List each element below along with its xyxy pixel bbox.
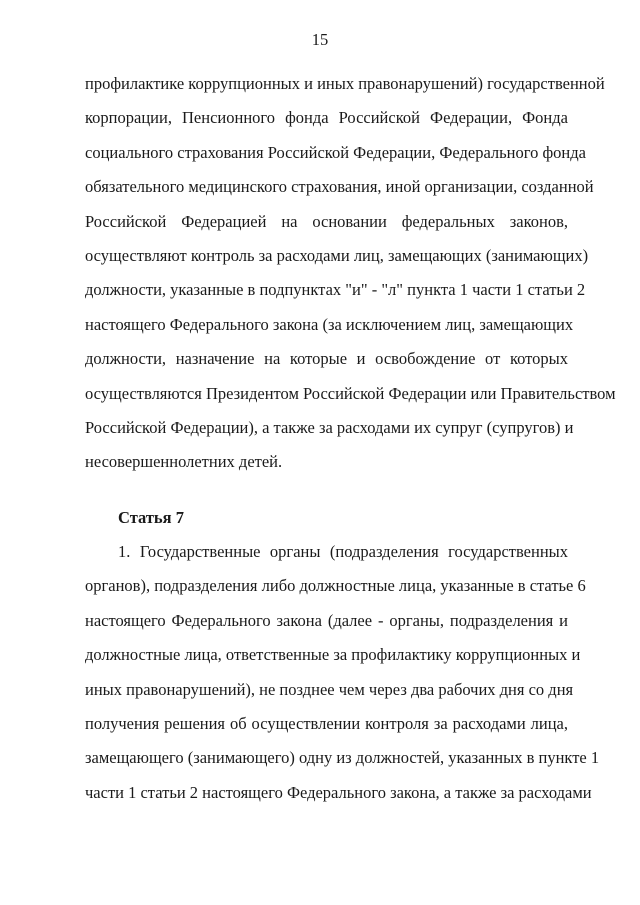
article-paragraph <box>85 542 600 817</box>
article-heading: Статья 7 <box>118 508 184 527</box>
text-line: получения решения об осуществлении контроля за расходами лица, <box>85 713 568 733</box>
text-line: должности, назначение на которые и освобождение от которых <box>85 349 568 369</box>
text-line: настоящего Федерального закона (за исключением лиц, замещающих <box>85 314 574 334</box>
text-line: профилактике коррупционных и иных правонарушений) государственной <box>85 74 605 93</box>
text-line: Российской Федерацией на основании федеральных законов, <box>85 211 568 231</box>
text-line: обязательного медицинского страхования, иной организации, созданной <box>85 177 594 197</box>
text-line: органов), подразделения либо должностные лица, указанные в статье 6 <box>85 576 586 596</box>
page-number: 15 <box>311 30 329 49</box>
text-line: осуществляют контроль за расходами лиц, замещающих (занимающих) <box>85 245 589 265</box>
text-line: 1. Государственные органы (подразделения государственных <box>118 542 568 561</box>
paragraph-continuation <box>85 74 616 487</box>
text-line: должностные лица, ответственные за профилактику коррупционных и <box>85 645 581 665</box>
text-line: должности, указанные в подпунктах "и" - "л" пункта 1 части 1 статьи 2 <box>85 280 586 300</box>
text-line: настоящего Федерального закона (далее - органы, подразделения и <box>85 610 568 630</box>
text-line: осуществляются Президентом Российской Федерации или Правительством <box>85 383 616 403</box>
text-line: корпорации, Пенсионного фонда Российской Федерации, Фонда <box>85 108 568 128</box>
text-line: несовершеннолетних детей. <box>85 452 283 472</box>
text-line: социального страхования Российской Федерации, Федерального фонда <box>85 142 586 162</box>
text-line: замещающего (занимающего) одну из должностей, указанных в пункте 1 <box>85 748 600 768</box>
text-line: части 1 статьи 2 настоящего Федерального закона, а также за расходами <box>85 782 592 802</box>
text-line: иных правонарушений), не позднее чем через два рабочих дня со дня <box>85 679 574 699</box>
text-line: Российской Федерации), а также за расходами их супруг (супругов) и <box>85 417 574 437</box>
